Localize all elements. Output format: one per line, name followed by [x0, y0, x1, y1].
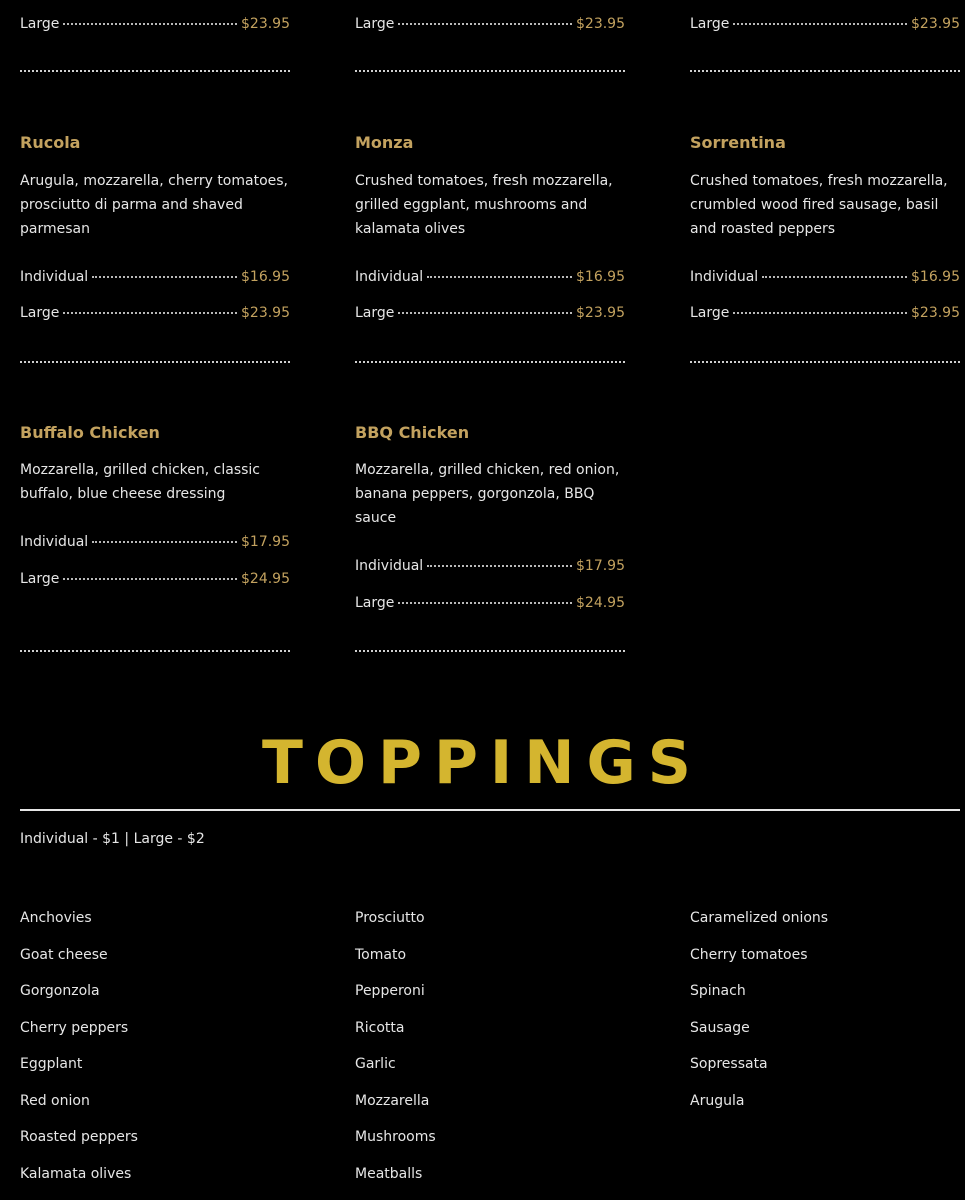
toppings-list-column-2: [355, 908, 625, 1200]
topping-item: Mushrooms: [355, 1127, 625, 1164]
price-row-individual: [690, 267, 960, 287]
size-label: Individual: [690, 267, 758, 287]
dot-leader: [427, 565, 572, 567]
price-row-large: [355, 593, 625, 613]
item-name-sorrentina: Sorrentina: [690, 133, 786, 153]
toppings-heading: TOPPINGS: [0, 728, 965, 798]
price-row-large: [355, 14, 625, 34]
dot-leader: [733, 312, 907, 314]
price: $23.95: [241, 14, 290, 34]
topping-item: Ricotta: [355, 1018, 625, 1055]
size-label: Large: [20, 569, 59, 589]
dotted-divider: [20, 361, 290, 363]
item-description: Arugula, mozzarella, cherry tomatoes, prosciutto di parma and shaved parmesan: [20, 169, 290, 241]
price: $23.95: [576, 14, 625, 34]
dotted-divider: [355, 650, 625, 652]
price-row-large: [20, 569, 290, 589]
price: $23.95: [241, 303, 290, 323]
size-label: Large: [690, 303, 729, 323]
toppings-list-column-3: [690, 908, 960, 1127]
price: $23.95: [911, 303, 960, 323]
topping-item: Sopressata: [690, 1054, 960, 1091]
item-description: Mozzarella, grilled chicken, classic buffalo, blue cheese dressing: [20, 458, 290, 506]
dot-leader: [92, 276, 237, 278]
topping-item: Cherry peppers: [20, 1018, 290, 1055]
price: $16.95: [911, 267, 960, 287]
topping-item: Anchovies: [20, 908, 290, 945]
price: $17.95: [576, 556, 625, 576]
price-row-individual: [355, 267, 625, 287]
dot-leader: [733, 23, 907, 25]
price: $16.95: [576, 267, 625, 287]
topping-item: Goat cheese: [20, 945, 290, 982]
item-name-bbq-chicken: BBQ Chicken: [355, 423, 469, 443]
item-description: Mozzarella, grilled chicken, red onion, banana peppers, gorgonzola, BBQ sauce: [355, 458, 625, 530]
size-label: Large: [690, 14, 729, 34]
size-label: Individual: [355, 267, 423, 287]
size-label: Individual: [355, 556, 423, 576]
topping-item: Kalamata olives: [20, 1164, 290, 1200]
price-row-large: [690, 303, 960, 323]
item-name-monza: Monza: [355, 133, 413, 153]
dotted-divider: [355, 70, 625, 72]
topping-item: Caramelized onions: [690, 908, 960, 945]
toppings-divider: [20, 809, 960, 811]
price-row-large: [690, 14, 960, 34]
price-row-large: [355, 303, 625, 323]
dot-leader: [398, 312, 572, 314]
topping-item: Eggplant: [20, 1054, 290, 1091]
toppings-list-column-1: [20, 908, 290, 1200]
dotted-divider: [690, 70, 960, 72]
price: $17.95: [241, 532, 290, 552]
topping-item: Meatballs: [355, 1164, 625, 1200]
price: $24.95: [576, 593, 625, 613]
size-label: Large: [20, 303, 59, 323]
dotted-divider: [355, 361, 625, 363]
item-description: Crushed tomatoes, fresh mozzarella, crumbled wood fired sausage, basil and roasted peppers: [690, 169, 960, 241]
size-label: Large: [20, 14, 59, 34]
price: $23.95: [911, 14, 960, 34]
topping-item: Arugula: [690, 1091, 960, 1128]
dot-leader: [63, 578, 237, 580]
dotted-divider: [690, 361, 960, 363]
dot-leader: [63, 312, 237, 314]
dot-leader: [63, 23, 237, 25]
size-label: Large: [355, 14, 394, 34]
topping-item: Prosciutto: [355, 908, 625, 945]
topping-item: Spinach: [690, 981, 960, 1018]
topping-item: Red onion: [20, 1091, 290, 1128]
price-row-individual: [20, 267, 290, 287]
size-label: Individual: [20, 267, 88, 287]
topping-item: Sausage: [690, 1018, 960, 1055]
dot-leader: [92, 541, 237, 543]
dot-leader: [762, 276, 907, 278]
topping-item: Mozzarella: [355, 1091, 625, 1128]
toppings-pricing-note: Individual - $1 | Large - $2: [20, 829, 205, 849]
dotted-divider: [20, 650, 290, 652]
price-row-large: [20, 303, 290, 323]
item-name-buffalo-chicken: Buffalo Chicken: [20, 423, 160, 443]
dot-leader: [398, 23, 572, 25]
item-description: Crushed tomatoes, fresh mozzarella, grilled eggplant, mushrooms and kalamata olives: [355, 169, 625, 241]
size-label: Individual: [20, 532, 88, 552]
topping-item: Tomato: [355, 945, 625, 982]
price-row-individual: [355, 556, 625, 576]
price: $16.95: [241, 267, 290, 287]
price-row-individual: [20, 532, 290, 552]
price-row-large: [20, 14, 290, 34]
dot-leader: [427, 276, 572, 278]
price: $24.95: [241, 569, 290, 589]
size-label: Large: [355, 303, 394, 323]
size-label: Large: [355, 593, 394, 613]
topping-item: Garlic: [355, 1054, 625, 1091]
topping-item: Roasted peppers: [20, 1127, 290, 1164]
topping-item: Pepperoni: [355, 981, 625, 1018]
topping-item: Cherry tomatoes: [690, 945, 960, 982]
price: $23.95: [576, 303, 625, 323]
topping-item: Gorgonzola: [20, 981, 290, 1018]
item-name-rucola: Rucola: [20, 133, 80, 153]
dot-leader: [398, 602, 572, 604]
dotted-divider: [20, 70, 290, 72]
